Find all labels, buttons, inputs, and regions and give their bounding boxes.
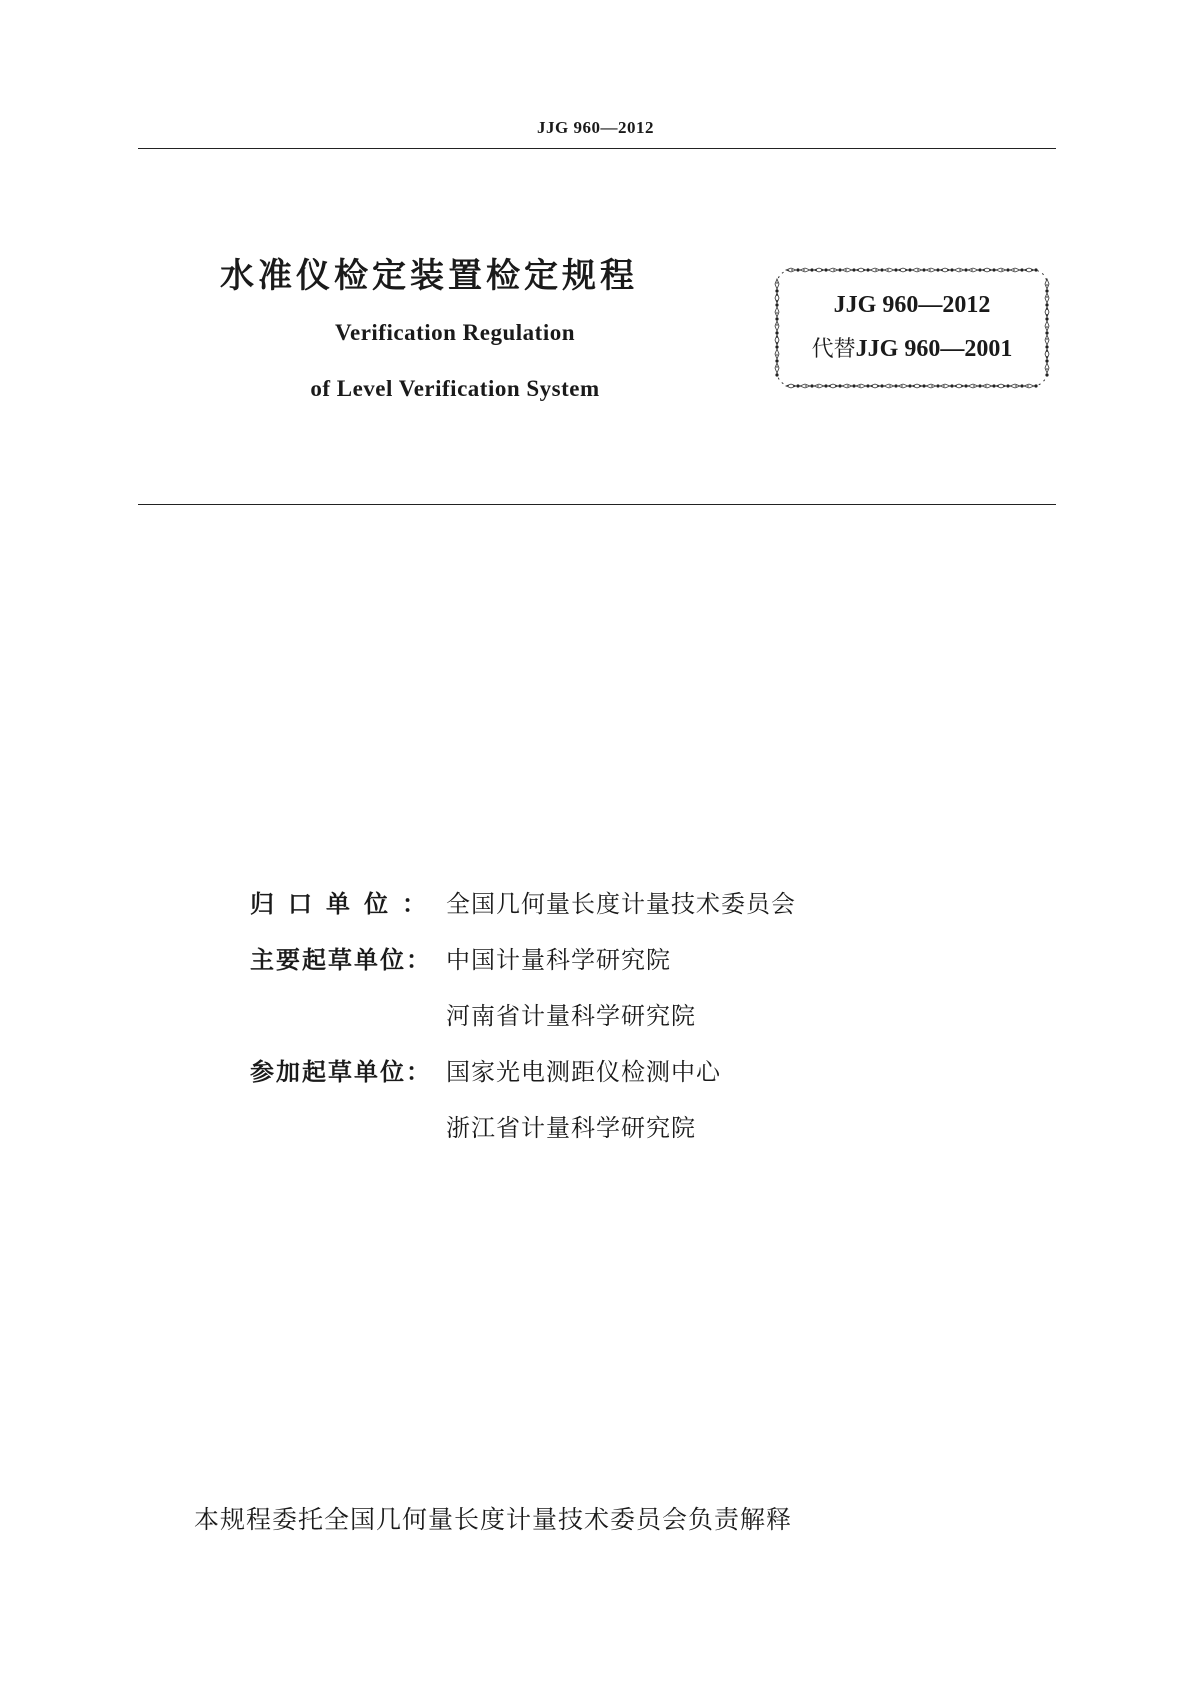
code-box-replaces-label: 代替 <box>811 337 856 362</box>
main-drafting-row-1 <box>250 940 671 980</box>
interpretation-note: 本规程委托全国几何量长度计量技术委员会负责解释 <box>194 1505 793 1534</box>
bottom-divider <box>138 504 1056 505</box>
participating-label: 参加起草单位： <box>250 1058 432 1086</box>
standard-code-box <box>773 266 1051 390</box>
responsible-unit-label: 归 口 单 位 ： <box>250 890 426 918</box>
top-divider <box>138 148 1056 149</box>
decorative-box-border <box>773 266 1051 390</box>
code-box-replaces-line <box>773 332 1051 363</box>
code-box-replaces-code: JJG 960—2001 <box>855 336 1013 362</box>
title-english-line2: of Level Verification System <box>310 376 600 401</box>
participating-value-1: 国家光电测距仪检测中心 <box>446 1058 721 1086</box>
code-box-current-code: JJG 960—2012 <box>833 292 991 318</box>
responsible-unit-row <box>250 884 796 924</box>
participating-row-1 <box>250 1052 721 1092</box>
title-english-line1: Verification Regulation <box>335 320 575 345</box>
responsible-unit-value: 全国几何量长度计量技术委员会 <box>446 890 796 918</box>
participating-row-2 <box>250 1108 696 1148</box>
participating-value-2: 浙江省计量科学研究院 <box>446 1114 696 1142</box>
main-drafting-label: 主要起草单位： <box>250 946 432 974</box>
main-drafting-row-2 <box>250 996 696 1036</box>
title-chinese: 水准仪检定装置检定规程 <box>220 256 638 296</box>
main-drafting-value-1: 中国计量科学研究院 <box>446 946 671 974</box>
header-standard-code: JJG 960—2012 <box>537 118 654 137</box>
main-drafting-value-2: 河南省计量科学研究院 <box>446 1002 696 1030</box>
